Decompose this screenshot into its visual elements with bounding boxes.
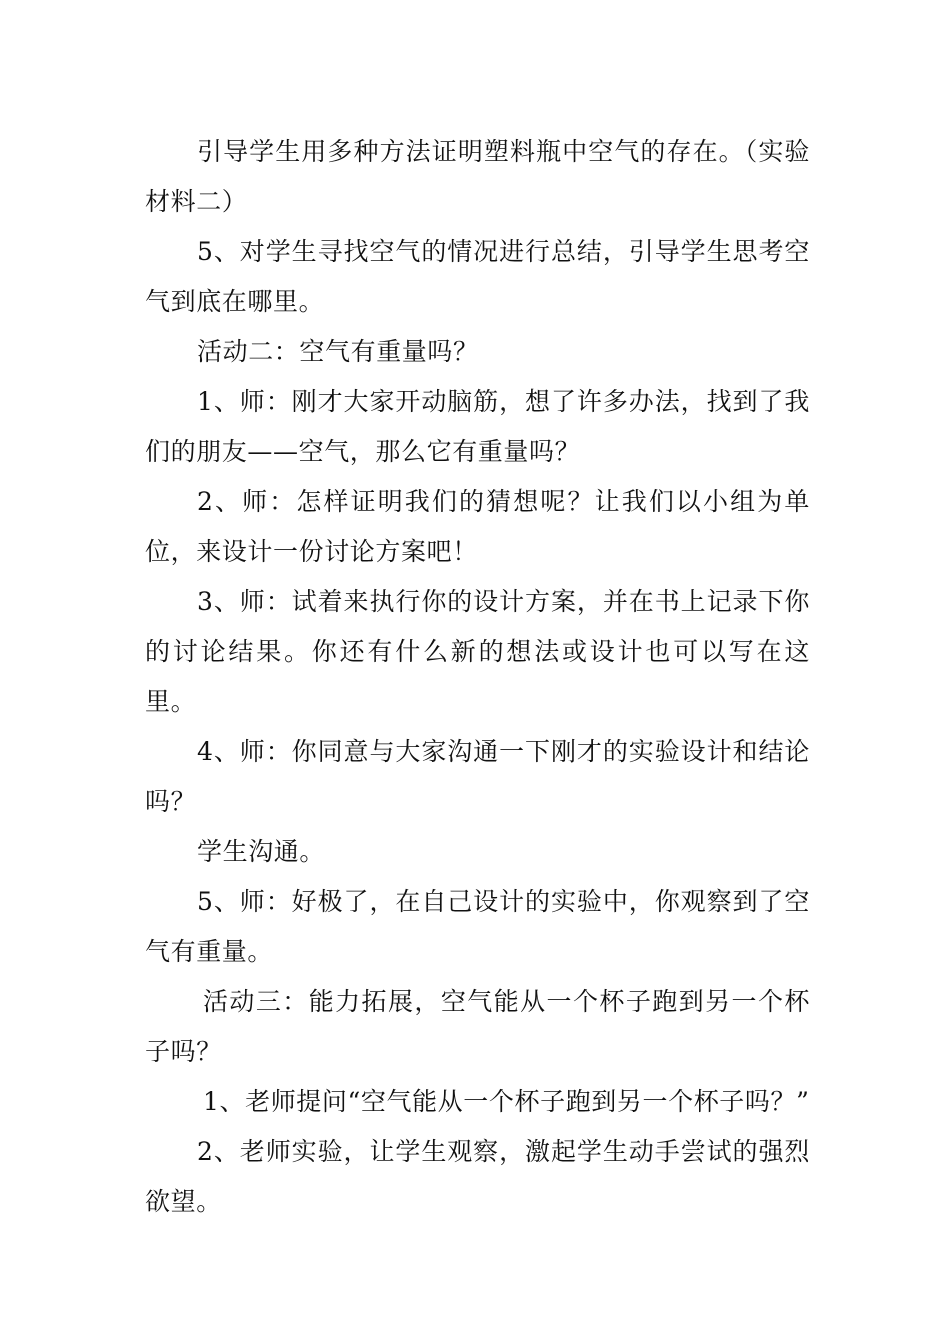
paragraph-activity-two-step-3: 3、师：试着来执行你的设计方案，并在书上记录下你的讨论结果。你还有什么新的想法或设计也可以写在这里。: [145, 587, 810, 716]
document-body: [145, 127, 810, 1227]
paragraph-activity-three-step-1: 1、老师提问“空气能从一个杯子跑到另一个杯子吗？”: [203, 1087, 810, 1116]
paragraph-student-communication: 学生沟通。: [197, 837, 326, 866]
activity-two-heading: 活动二：空气有重量吗？: [197, 337, 479, 366]
paragraph-prove-air-in-bottle: 引导学生用多种方法证明塑料瓶中空气的存在。（实验材料二）: [145, 137, 810, 216]
activity-three-heading: 活动三：能力拓展，空气能从一个杯子跑到另一个杯子吗？: [145, 987, 810, 1066]
paragraph-activity-two-step-5: 5、师：好极了，在自己设计的实验中，你观察到了空气有重量。: [145, 887, 810, 966]
paragraph-activity-two-step-1: 1、师：刚才大家开动脑筋，想了许多办法，找到了我们的朋友——空气，那么它有重量吗？: [145, 387, 810, 466]
paragraph-activity-two-step-4: 4、师：你同意与大家沟通一下刚才的实验设计和结论吗？: [145, 737, 810, 816]
paragraph-activity-three-step-2: 2、老师实验，让学生观察，激起学生动手尝试的强烈欲望。: [145, 1137, 810, 1216]
paragraph-summary-step-5: 5、对学生寻找空气的情况进行总结，引导学生思考空气到底在哪里。: [145, 237, 810, 316]
paragraph-activity-two-step-2: 2、师：怎样证明我们的猜想呢？让我们以小组为单位，来设计一份讨论方案吧！: [145, 487, 810, 566]
